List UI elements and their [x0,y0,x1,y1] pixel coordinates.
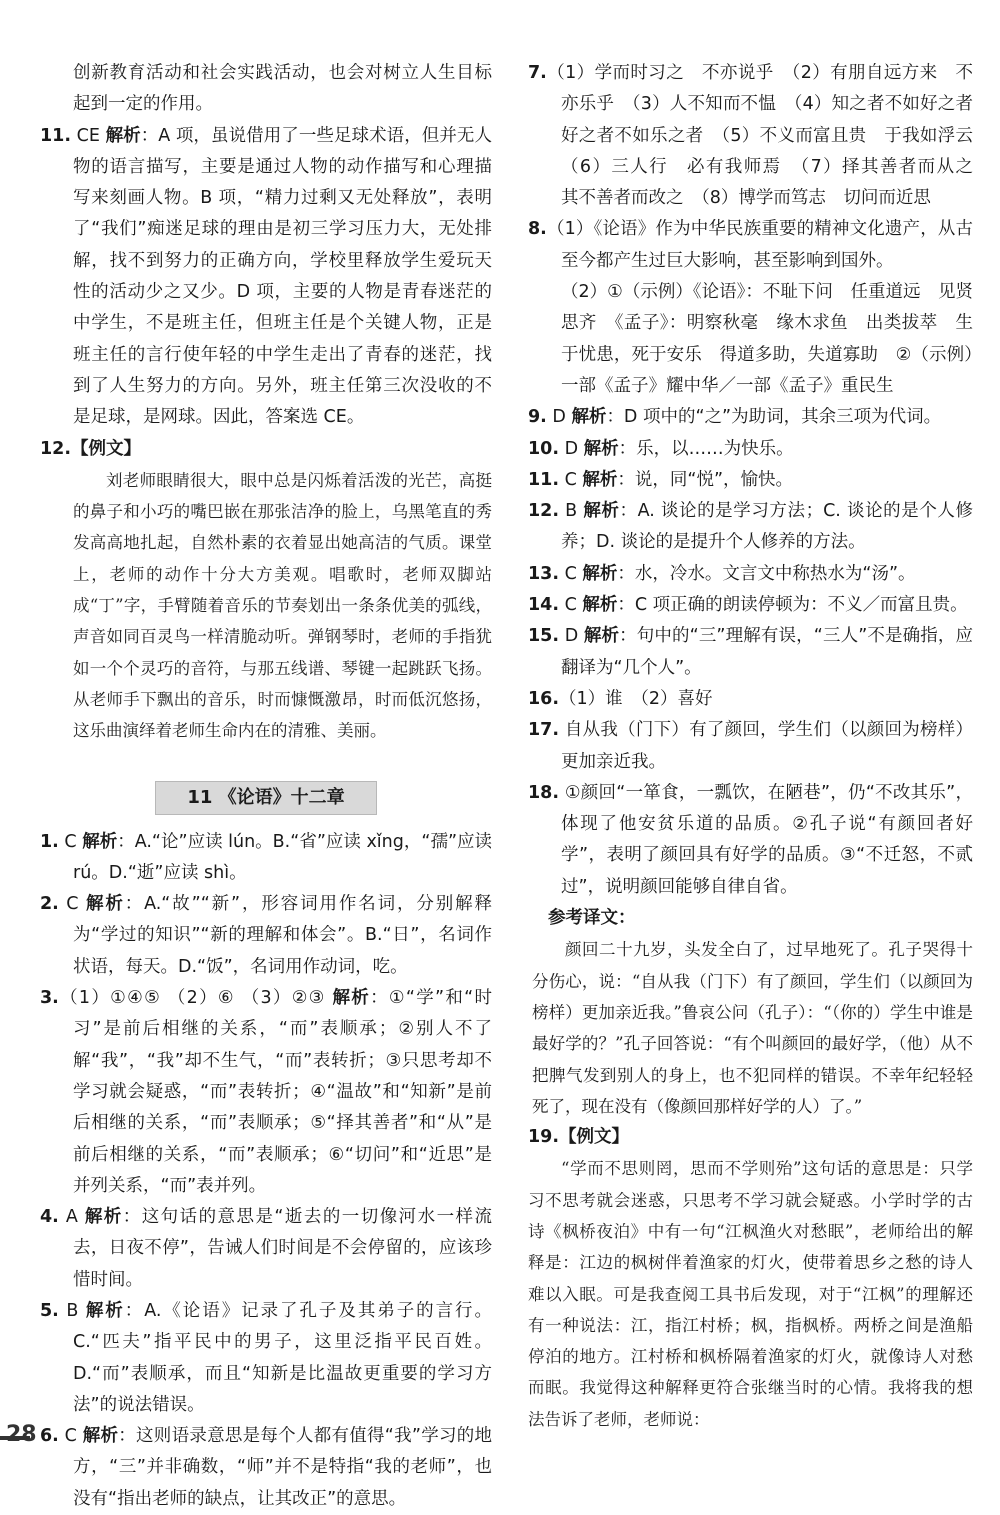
analysis-label: 解析 [84,1207,123,1228]
answer-8 [528,214,973,277]
answer-number: 1. [40,831,59,852]
answer-choice: C [559,563,583,584]
analysis-label: 解析 [82,1426,119,1447]
answer-number: 6. [40,1426,59,1447]
answer-8-part2: （2）①（示例）《论语》：不耻下问 任重道远 见贤思齐 《孟子》：明察秋毫 缘木求鱼 出类拔萃 生于忧患，死于安乐 得道多助，失道寡助 ②（示例）一部《孟子》耀中华／一部《孟子》重民生 [561,282,973,396]
answer-number: 13. [528,563,560,584]
analysis-label: 解析 [583,438,619,459]
answer-17 [528,715,973,778]
answer-16 [528,684,973,715]
right-column [528,58,991,1435]
answer-choice: C [58,1426,83,1447]
answer-choice: C [559,595,583,616]
answer-number: 8. [528,219,547,240]
analysis-text: ：句中的“三”理解有误，“三人”不是确指，应翻译为“几个人”。 [561,626,974,678]
example-essay-19: “学而不思则罔，思而不学则殆”这句话的意思是：只学习不思考就会迷惑，只思考不学习就会疑惑。小学时学的古诗《枫桥夜泊》中有一句“江枫渔火对愁眠”，老师给出的解释是：江边的枫树伴着渔家的灯火，使带着思乡之愁的诗人难以入眠。可是我查阅工具书后发现，对于“江枫”的理解还有一种说法：江，指江村桥；枫，指枫桥。两桥之间是渔船停泊的地方。江村桥和枫桥隔着渔家的灯火，就像诗人对愁而眠。我觉得这种解释更符合张继当时的心情。我将我的想法告诉了老师，老师说： [528,1159,973,1429]
answer-18 [528,778,973,903]
answer-number: 14. [528,595,560,616]
answer-choice: B [58,1300,86,1321]
answer-number: 11. [528,469,560,490]
answer-number: 11. [40,125,72,146]
analysis-label: 解析 [571,407,607,428]
example-label: 【例文】 [71,438,142,459]
answer-4 [40,1202,492,1296]
analysis-text: ：①“学”和“时习”是前后相继的关系，“而”表顺承；②别人不了解“我”，“我”却不生气，“而”表转折；③只思考却不学习就会疑惑，“而”表转折；④“温故”和“知新”是前后相继的关系，“而”表顺承；⑤“择其善者”和“从”是前后相继的关系，“而”表顺承；⑥“切问”和“近思”是并列关系，“而”表并列。 [73,988,492,1196]
answer-6 [40,1421,492,1515]
answer-choice: D [559,438,584,459]
answer-number: 16. [528,688,560,709]
answer-15 [528,621,973,684]
analysis-label: 解析 [582,563,618,584]
answer-text: ①颜回“一箪食，一瓢饮，在陋巷”，仍“不改其乐”，体现了他安贫乐道的品质。②孔子说“有颜回者好学”，表明了颜回具有好学的品质。③“不迁怒，不贰过”，说明颜回能够自律自省。 [559,782,973,897]
answer-number: 12. [40,438,72,459]
reference-translation-label: 参考译文： [548,908,636,929]
answer-11-right [528,465,973,496]
answer-number: 7. [528,63,547,83]
answer-14 [528,590,973,621]
analysis-text: ：这则语录意思是每个人都有值得“我”学习的地方，“三”并非确数，“师”并不是特指“我的老师”，也没有“指出老师的缺点，让其改正”的意思。 [73,1426,493,1509]
answer-12-heading [40,434,492,465]
answer-choice: D [559,626,584,647]
answer-number: 17. [528,720,560,741]
page-number: 28 [6,1422,37,1447]
answer-number: 19. [528,1127,560,1148]
answer-number: 15. [528,626,560,647]
answer-number: 12. [528,501,560,522]
analysis-text: ：水，冷水。文言文中称热水为“汤”。 [617,563,916,584]
analysis-label: 解析 [82,831,118,852]
answer-text: （1）学而时习之 不亦说乎 （2）有朋自远方来 不亦乐乎 （3）人不知而不愠 （4）知之者不如好之者 好之者不如乐之者 （5）不义而富且贵 于我如浮云 （6）三人行 必有我师焉 （7）择其善者而从之 其不善者而改之 （8）博学而笃志 切问而近思 [546,63,991,209]
answer-19-heading [528,1122,973,1153]
analysis-label: 解析 [582,469,618,490]
answer-text: 自从我（门下）有了颜回，学生们（以颜回为榜样）更加亲近我。 [559,720,973,772]
analysis-text: ：这句话的意思是“逝去的一切像河水一样流去，日夜不停”，告诫人们时间是不会停留的，应该珍惜时间。 [73,1207,492,1290]
answer-10 [528,434,973,465]
reference-translation-text: 颜回二十九岁，头发全白了，过早地死了。孔子哭得十分伤心，说：“自从我（门下）有了颜回，学生们（以颜回为榜样）更加亲近我。”鲁哀公问（孔子）：“（你的）学生中谁是最好学的？”孔子回答说：“有个叫颜回的最好学，（他）从不把脾气发到别人的身上，也不犯同样的错误。不幸年纪轻轻死了，现在没有（像颜回那样好学的人）了。” [532,940,973,1116]
analysis-text: ：A 项，虽说借用了一些足球术语，但并无人物的语言描写，主要是通过人物的动作描写和心理描写来刻画人物。B 项，“精力过剩又无处释放”，表明了“我们”痴迷足球的理由是初三学习压力大，无处排解，找不到努力的正确方向，学校里释放学生爱玩天性的活动少之又少。D 项，主要的人物是青春迷茫的中学生，不是班主任，但班主任是个关键人物，正是班主任的言行使年轻的中学生走出了青春的迷茫，找到了人生努力的方向。另外，班主任第三次没收的不是足球，是网球。因此，答案选 CE。 [73,125,493,428]
answer-13 [528,559,973,590]
answer-9 [528,402,973,433]
analysis-label: 解析 [583,501,620,522]
analysis-label: 解析 [332,988,371,1009]
answer-choice: （1）①④⑤ （2）⑥ （3）②③ [58,988,333,1009]
left-column [40,58,492,1515]
analysis-text: ：A.“故”“新”，形容词用作名词，分别解释为“学过的知识”“新的理解和体会”。B.“日”，名词作状语，每天。D.“饭”，名词用作动词，吃。 [73,894,492,977]
answer-number: 2. [40,894,59,915]
example-essay-12: 刘老师眼睛很大，眼中总是闪烁着活泼的光芒，高挺的鼻子和小巧的嘴巴嵌在那张洁净的脸上，乌黑笔直的秀发高高地扎起，自然朴素的衣着显出她高洁的气质。课堂上，老师的动作十分大方美观。唱歌时，老师双脚站成“丁”字，手臂随着音乐的节奏划出一条条优美的弧线，声音如同百灵鸟一样清脆动听。弹钢琴时，老师的手指犹如一个个灵巧的音符，与那五线谱、琴键一起跳跃飞扬。从老师手下飘出的音乐，时而慷慨激昂，时而低沉悠扬，这乐曲演绎着老师生命内在的清雅、美丽。 [73,470,492,741]
analysis-label: 解析 [85,894,125,915]
answer-choice: C [559,469,583,490]
answer-number: 4. [40,1207,59,1228]
q10-continuation: 创新教育活动和社会实践活动，也会对树立人生目标起到一定的作用。 [73,63,492,115]
answer-number: 3. [40,988,59,1009]
left-answer-list [40,827,492,1515]
example-label: 【例文】 [559,1127,630,1148]
analysis-text: ：说，同“悦”，愉快。 [617,469,794,490]
answer-number: 10. [528,438,560,459]
answer-12-right [528,496,973,559]
analysis-text: ：乐，以……为快乐。 [618,438,794,459]
answer-choice: CE [71,125,106,146]
answer-choice: A [58,1207,85,1228]
answer-5 [40,1296,492,1421]
analysis-label: 解析 [583,626,620,647]
analysis-text: ：A.“论”应读 lún。B.“省”应读 xǐng，“孺”应读 rú。D.“逝”应读 shì。 [73,831,493,883]
answer-1 [40,827,492,890]
analysis-label: 解析 [582,595,618,616]
answer-text: （1）《论语》作为中华民族重要的精神文化遗产，从古至今都产生过巨大影响，甚至影响到国外。 [546,219,973,271]
answer-number: 9. [528,407,547,428]
answer-text: （1）谁 （2）喜好 [559,688,713,709]
answer-choice: B [559,501,584,522]
answer-choice: D [546,407,572,428]
analysis-label: 解析 [85,1300,125,1321]
analysis-label: 解析 [105,125,141,146]
section-title: 11 《论语》十二章 [155,781,377,815]
answer-3 [40,983,492,1202]
answer-7 [528,58,991,214]
answer-2 [40,889,492,983]
analysis-text: ：A. 谈论的是学习方法；C. 谈论的是个人修养；D. 谈论的是提升个人修养的方法。 [561,501,973,553]
answer-number: 18. [528,782,560,803]
answer-choice: C [58,894,86,915]
answer-number: 5. [40,1300,59,1321]
answer-11 [40,121,492,434]
answer-choice: C [58,831,83,852]
analysis-text: ：C 项正确的朗读停顿为：不义／而富且贵。 [617,595,968,616]
analysis-text: ：A.《论语》记录了孔子及其弟子的言行。C.“匹夫”指平民中的男子，这里泛指平民百姓。D.“而”表顺承，而且“知新是比温故更重要的学习方法”的说法错误。 [73,1300,492,1415]
analysis-text: ：D 项中的“之”为助词，其余三项为代词。 [606,407,942,428]
